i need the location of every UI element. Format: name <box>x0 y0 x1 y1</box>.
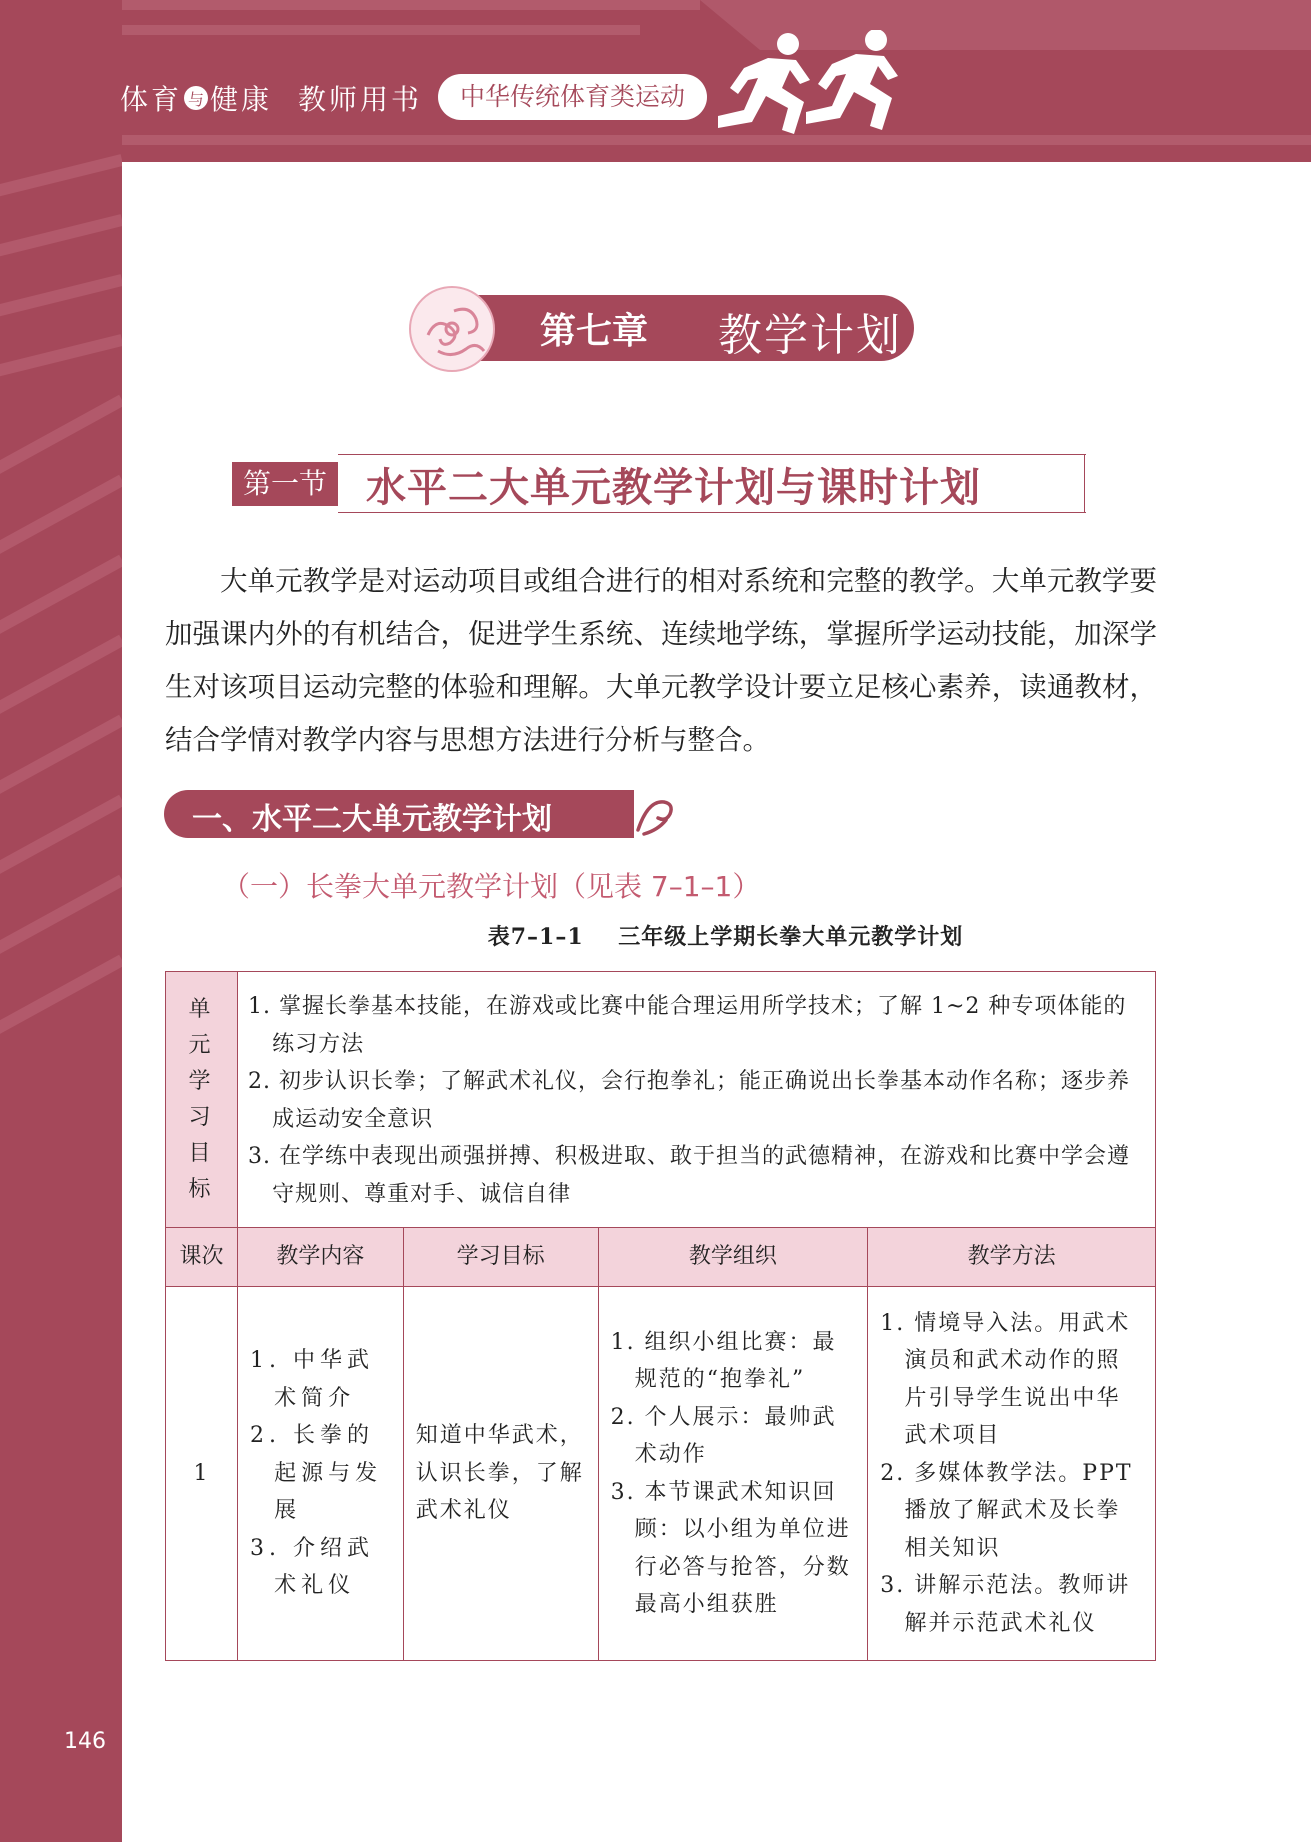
goal-label-cell <box>166 972 238 1228</box>
swirl-ornament-icon <box>634 790 678 838</box>
list-item: 2. 初步认识长拳；了解武术礼仪，会行抱拳礼；能正确说出长拳基本动作名称；逐步养成运动安全意识 <box>247 1069 1130 1132</box>
col-header-method: 教学方法 <box>868 1228 1156 1287</box>
goal-label: 单元学习目标 <box>188 996 215 1202</box>
list-item: 2. 多媒体教学法。PPT 播放了解武术及长拳相关知识 <box>880 1460 1133 1561</box>
list-item: 1. 掌握长拳基本技能，在游戏或比赛中能合理运用所学技术；了解 1~2 种专项体能的练习方法 <box>247 994 1127 1057</box>
table-caption <box>0 920 1311 951</box>
chapter-title <box>408 285 914 365</box>
table-header-row <box>166 1228 1156 1287</box>
method-cell <box>868 1287 1156 1661</box>
content-cell <box>237 1287 403 1661</box>
book-title-and-badge: 与 <box>184 86 208 110</box>
list-item: 2. 长拳的起源与发展 <box>249 1423 383 1524</box>
section-title: 水平二大单元教学计划与课时计划 <box>366 465 981 511</box>
series-pill: 中华传统体育类运动 <box>438 74 707 120</box>
objective-text: 知道中华武术，认识长拳，了解武术礼仪 <box>415 1423 584 1524</box>
chapter-bar <box>448 295 914 361</box>
list-item: 1. 情境导入法。用武术演员和武术动作的照片引导学生说出中华武术项目 <box>880 1310 1131 1449</box>
list-item: 3. 在学练中表现出顽强拼搏、积极进取、敢于担当的武德精神，在游戏和比赛中学会遵守规则、尊重对手、诚信自律 <box>247 1144 1130 1207</box>
method-list <box>880 1305 1143 1643</box>
goal-list <box>248 988 1145 1213</box>
intro-text: 大单元教学是对运动项目或组合进行的相对系统和完整的教学。大单元教学要加强课内外的有机结合，促进学生系统、连续地学练，掌握所学运动技能，加深学生对该项目运动完整的体验和理解。大单元教学设计要立足核心素养，读通教材，结合学情对教学内容与思想方法进行分析与整合。 <box>165 565 1157 756</box>
section-tag: 第一节 <box>232 462 338 506</box>
table-row <box>166 972 1156 1228</box>
sub-subsection-title: （一）长拳大单元教学计划（见表 7–1–1） <box>222 870 761 903</box>
lesson-number: 1 <box>193 1460 210 1486</box>
table-caption-number: 表7–1–1 <box>487 924 584 950</box>
col-header-objective: 学习目标 <box>403 1228 598 1287</box>
col-header-content: 教学内容 <box>237 1228 403 1287</box>
table-caption-title: 三年级上学期长拳大单元教学计划 <box>618 924 964 950</box>
subsection-title: 一、水平二大单元教学计划 <box>192 802 552 837</box>
book-title-part3: 教师用书 <box>298 83 423 116</box>
book-title-part1: 体育 <box>120 83 183 116</box>
list-item: 2. 个人展示：最帅武术动作 <box>610 1404 837 1467</box>
objective-cell <box>403 1287 598 1661</box>
page-number: 146 <box>64 1729 106 1754</box>
chapter-name: 教学计划 <box>718 310 902 361</box>
organization-list <box>611 1324 856 1624</box>
intro-paragraph <box>165 555 1157 767</box>
content-list <box>250 1342 391 1605</box>
lesson-cell <box>166 1287 238 1661</box>
organization-cell <box>598 1287 868 1661</box>
book-title <box>120 78 422 118</box>
chapter-number: 第七章 <box>540 311 649 352</box>
unit-plan-table <box>165 971 1156 1661</box>
book-title-part2: 健康 <box>210 83 273 116</box>
list-item: 1. 中华武术简介 <box>249 1348 374 1411</box>
cloud-emblem-icon <box>408 285 496 373</box>
table-row <box>166 1287 1156 1661</box>
goal-list-cell <box>237 972 1155 1228</box>
list-item: 3. 讲解示范法。教师讲解并示范武术礼仪 <box>880 1573 1131 1636</box>
list-item: 3. 本节课武术知识回顾：以小组为单位进行必答与抢答，分数最高小组获胜 <box>610 1479 851 1617</box>
col-header-organization: 教学组织 <box>598 1228 868 1287</box>
list-item: 3. 介绍武术礼仪 <box>249 1535 374 1599</box>
section-heading <box>232 454 1086 514</box>
list-item: 1. 组织小组比赛：最规范的“抱拳礼” <box>610 1329 837 1392</box>
runners-icon <box>708 30 918 140</box>
col-header-lesson: 课次 <box>166 1228 238 1287</box>
